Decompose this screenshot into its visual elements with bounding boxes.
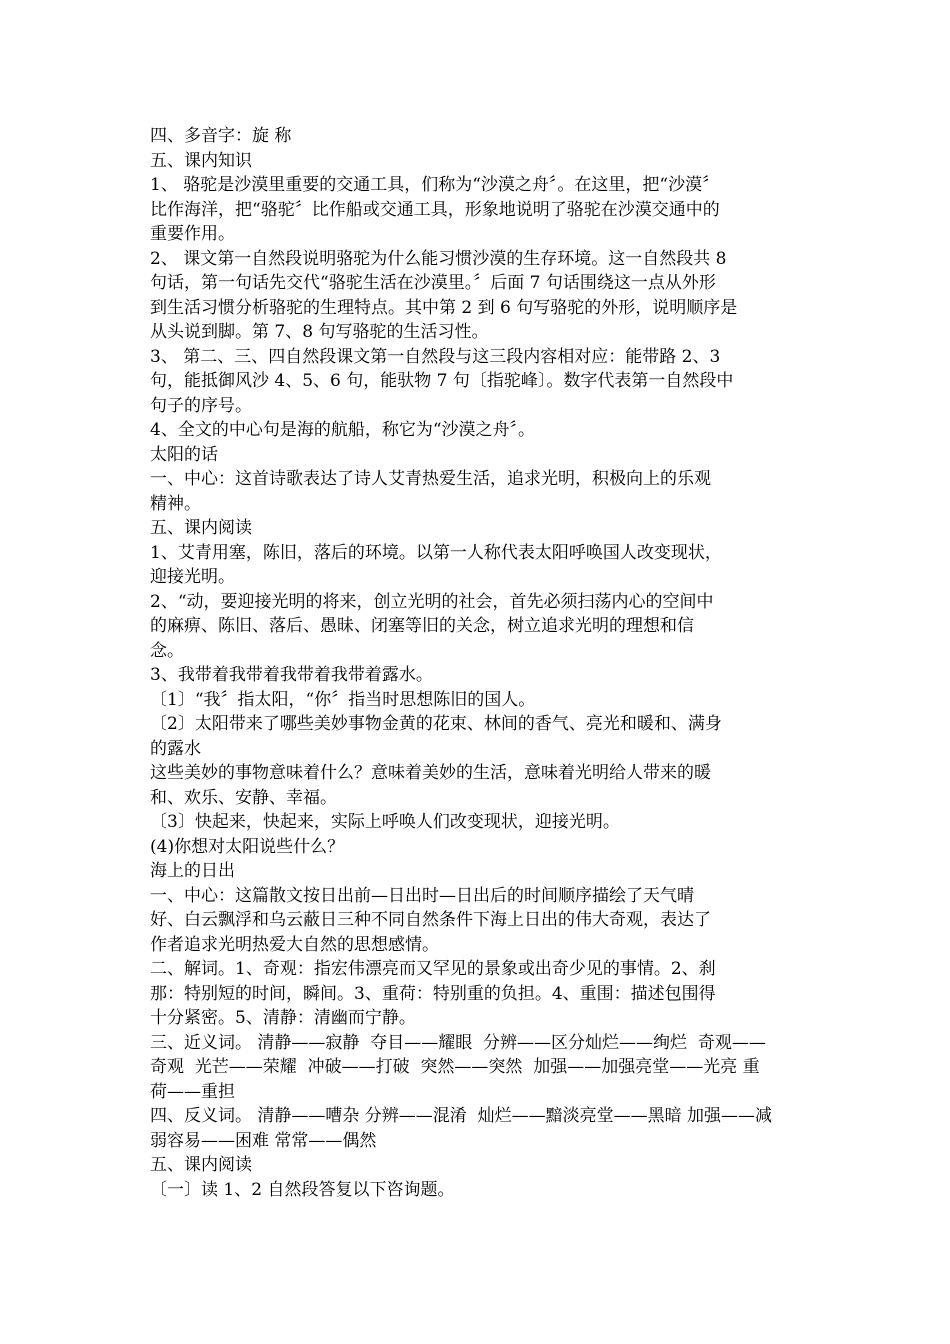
text-line: 弱容易——困难 常常——偶然: [150, 1130, 377, 1151]
text-line: 1、艾青用塞，陈旧，落后的环境。以第一人称代表太阳呼唤国人改变现状，: [150, 542, 722, 563]
text-line: 作者追求光明热爱大自然的思想感情。: [150, 934, 439, 955]
text-line: 〔3〕快起来，快起来，实际上呼唤人们改变现状，迎接光明。: [150, 812, 620, 832]
lesson-title: 太阳的话: [150, 444, 218, 465]
text-line: 这些美妙的事物意味着什么？意味着美妙的生活，意味着光明给人带来的暖: [150, 763, 711, 783]
text-line: 四、多音字：旋 称: [150, 126, 292, 146]
text-line: (4)你想对太阳说些什么？: [150, 836, 345, 857]
text-line: 〔一〕读 1、2 自然段答复以下咨询题。: [150, 1179, 455, 1200]
text-line: 好、白云飘浮和乌云蔽日三种不同自然条件下海上日出的伟大奇观，表达了: [150, 910, 711, 930]
text-line: 2、 课文第一自然段说明骆驼为什么能习惯沙漠的生存环境。这一自然段共 8: [150, 248, 727, 269]
text-line: 迎接光明。: [150, 567, 235, 587]
text-line: 重要作用。: [150, 224, 235, 244]
section-heading: 五、课内阅读: [150, 518, 252, 538]
text-line: 荷——重担: [150, 1081, 235, 1102]
text-line: 一、中心：这首诗歌表达了诗人艾青热爱生活，追求光明，积极向上的乐观: [150, 469, 711, 489]
text-line: 〔1〕“我〞指太阳，“你〞指当时思想陈旧的国人。: [150, 689, 536, 710]
text-line: 〔2〕太阳带来了哪些美妙事物金黄的花束、林间的香气、亮光和暖和、满身: [150, 714, 722, 734]
text-line: 十分紧密。5、清静：清幽而宁静。: [150, 1008, 416, 1028]
section-heading: 五、课内阅读: [150, 1155, 252, 1175]
text-line: 精神。: [150, 493, 201, 514]
text-line: 的露水: [150, 738, 201, 759]
text-line: 3、 第二、三、四自然段课文第一自然段与这三段内容相对应：能带路 2、3: [150, 346, 721, 367]
document-body: [150, 124, 802, 1202]
text-line: 句话，第一句话先交代“骆驼生活在沙漠里。〞后面 7 句话围绕这一点从外形: [150, 273, 716, 293]
lesson-title: 海上的日出: [150, 861, 235, 881]
text-line: 和、欢乐、安静、幸福。: [150, 787, 337, 808]
text-line: 奇观 光芒——荣耀 冲破——打破 突然——突然 加强——加强亮堂——光亮 重: [150, 1057, 760, 1077]
text-line: 那：特别短的时间，瞬间。3、重荷：特别重的负担。4、重围：描述包围得: [150, 983, 716, 1004]
text-line: 从头说到脚。第 7、8 句写骆驼的生活习性。: [150, 322, 489, 342]
text-line: 4、全文的中心句是海的航船，称它为“沙漠之舟〞。: [150, 420, 536, 440]
text-line: 比作海洋，把“骆驼〞比作船或交通工具，形象地说明了骆驼在沙漠交通中的: [150, 199, 720, 220]
text-line: 二、解词。1、奇观：指宏伟漂亮而又罕见的景象或出奇少见的事情。2、刹: [150, 959, 716, 979]
text-line: 念。: [150, 640, 184, 661]
text-line: 一、中心：这篇散文按日出前—日出时—日出后的时间顺序描绘了天气晴: [150, 885, 694, 906]
text-line: 1、 骆驼是沙漠里重要的交通工具，们称为“沙漠之舟〞。在这里，把“沙漠〞: [150, 175, 720, 195]
text-line: 四、反义词。 清静——嘈杂 分辨——混淆 灿烂——黯淡亮堂——黑暗 加强——减: [150, 1106, 773, 1126]
text-line: 句，能抵御风沙 4、5、6 句，能驮物 7 句〔指驼峰〕。数字代表第一自然段中: [150, 371, 734, 391]
text-line: 2、“动，要迎接光明的将来，创立光明的社会，首先必须扫荡内心的空间中: [150, 591, 714, 612]
text-line: 三、近义词。 清静——寂静 夺目——耀眼 分辨——区分灿烂——绚烂 奇观——: [150, 1032, 766, 1053]
text-line: 3、我带着我带着我带着我带着露水。: [150, 665, 433, 685]
text-line: 句子的序号。: [150, 395, 252, 416]
section-heading: 五、课内知识: [150, 150, 252, 171]
text-line: 的麻痹、陈旧、落后、愚昧、闭塞等旧的关念，树立追求光明的理想和信: [150, 616, 694, 636]
text-line: 到生活习惯分析骆驼的生理特点。其中第 2 到 6 句写骆驼的外形，说明顺序是: [150, 297, 738, 318]
